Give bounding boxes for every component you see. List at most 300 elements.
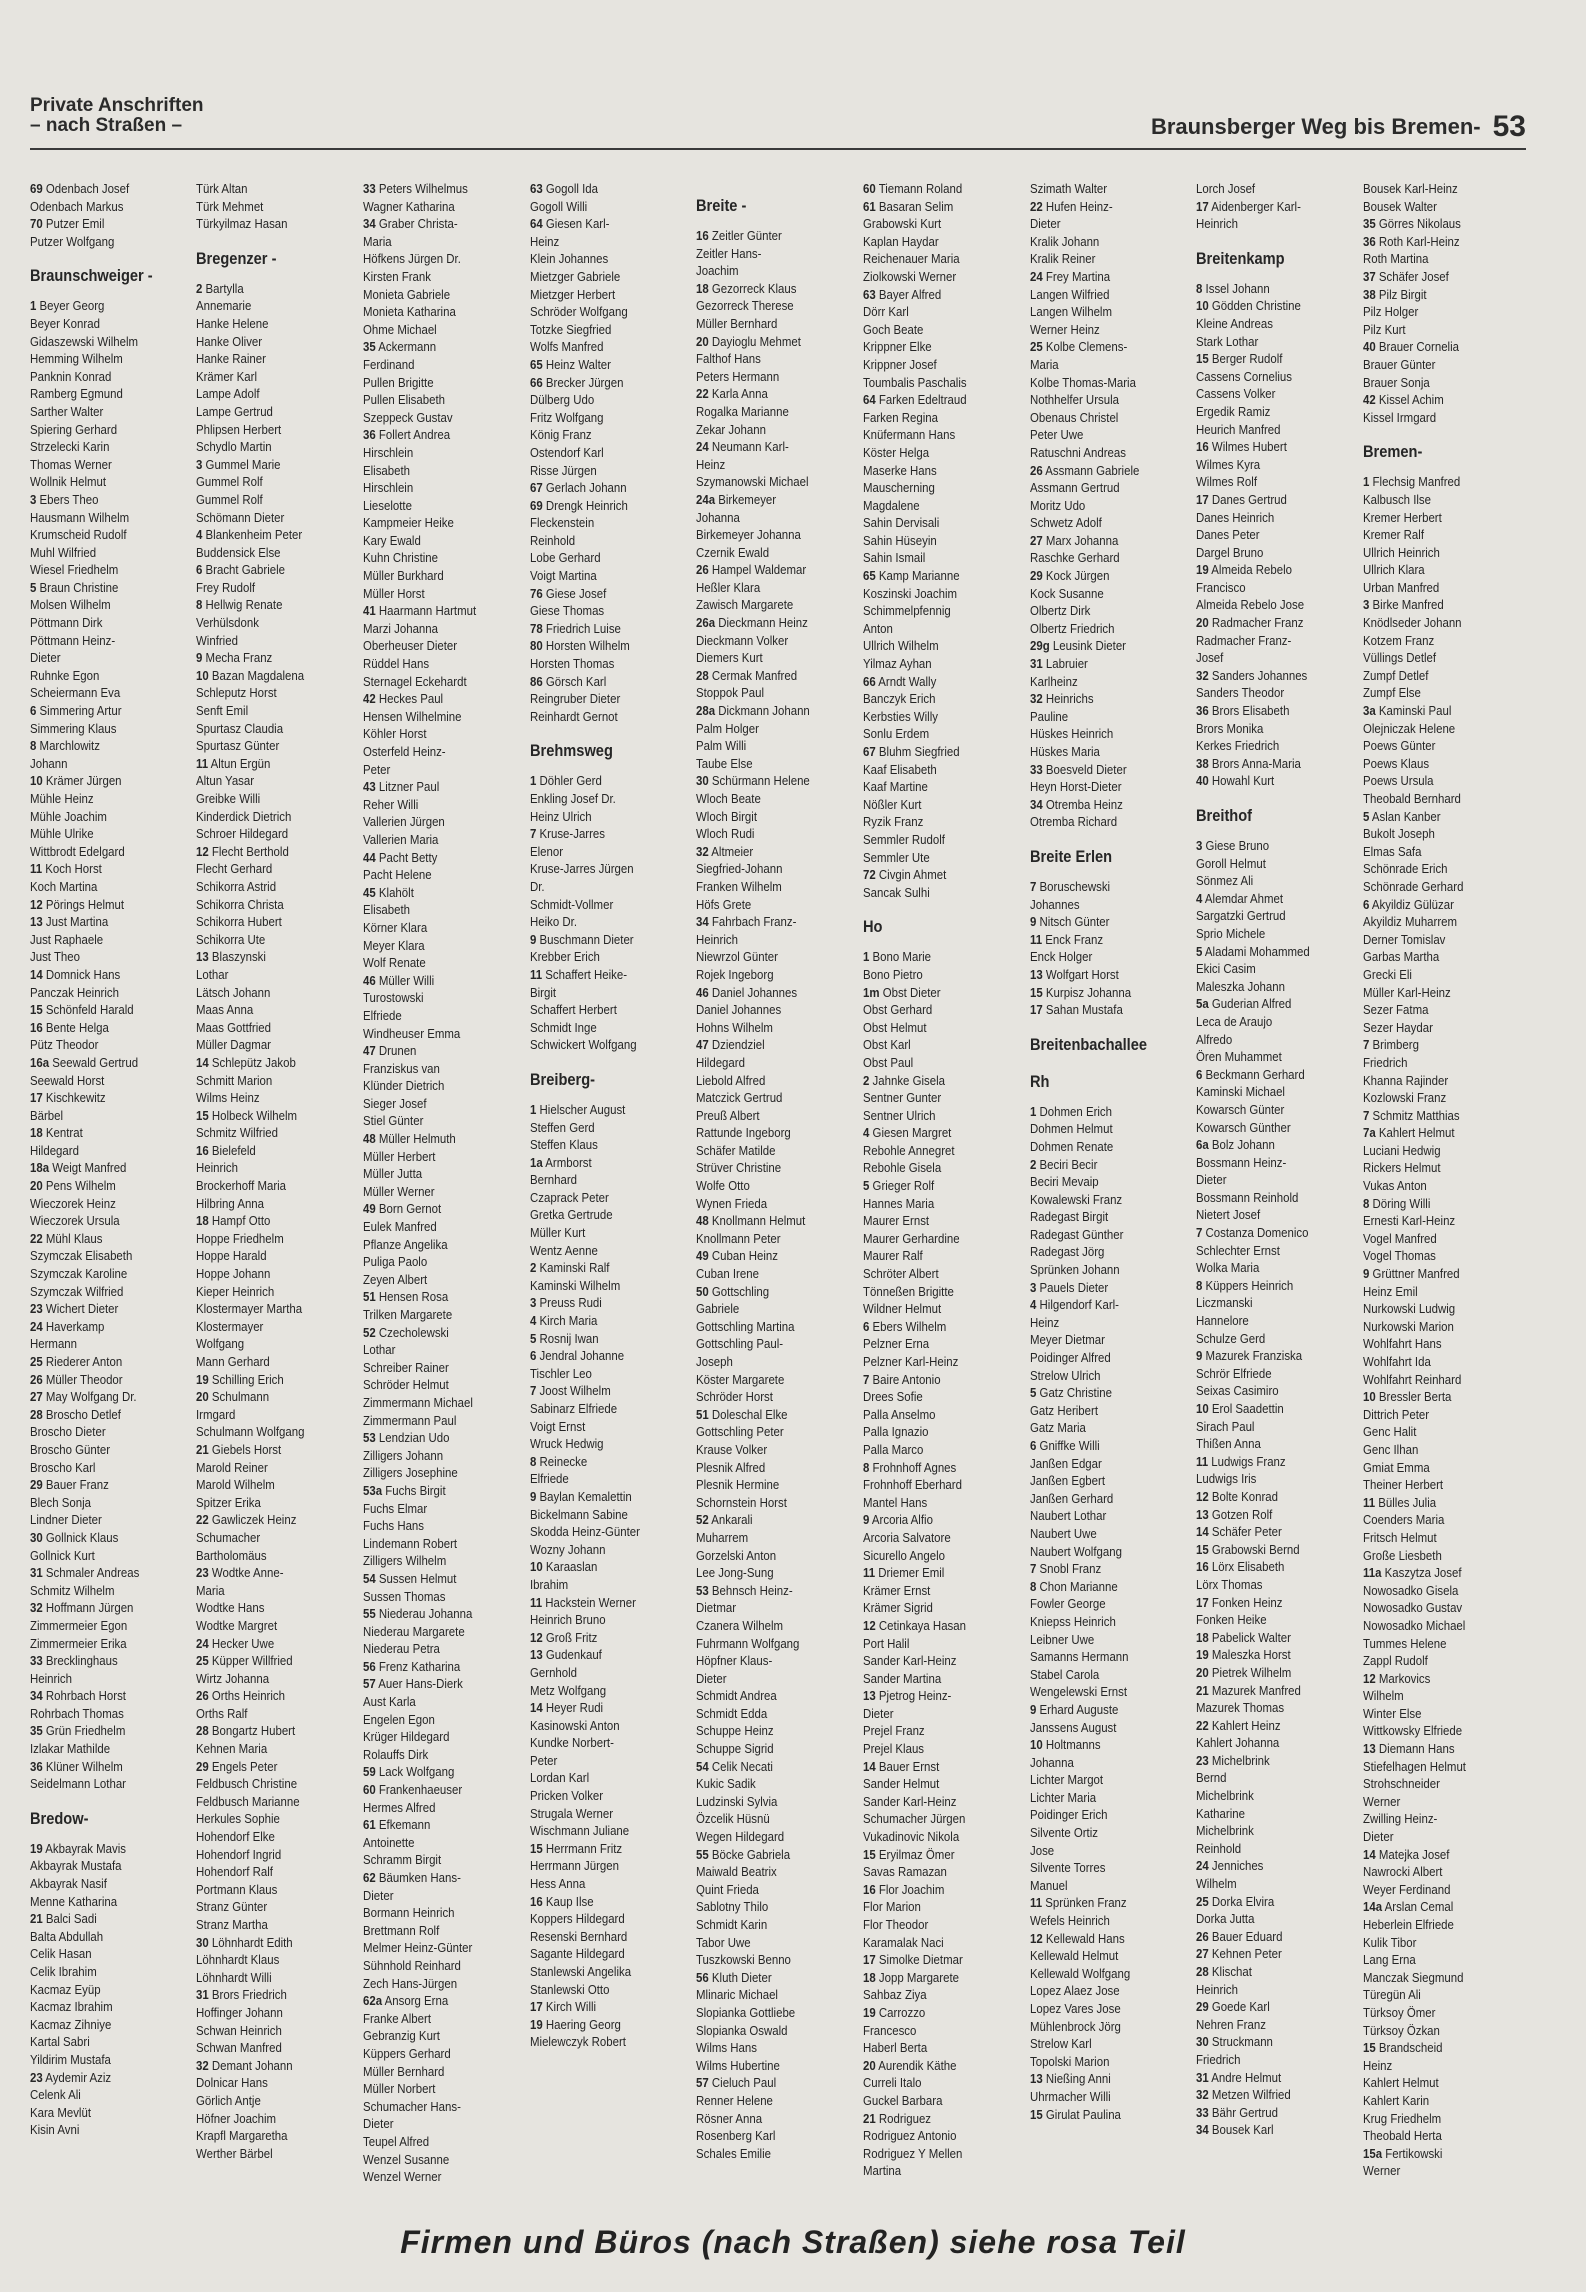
resident-entry: Olejniczak Helene xyxy=(1363,720,1456,736)
resident-entry: Szymanowski Michael xyxy=(696,474,809,490)
resident-entry: Otremba Richard xyxy=(1030,814,1118,830)
resident-entry: 23 Aydemir Aziz xyxy=(30,2069,112,2085)
resident-entry: Zumpf Else xyxy=(1363,685,1421,701)
resident-entry: Schönrade Gerhard xyxy=(1363,878,1464,894)
house-number: 80 xyxy=(530,638,543,654)
resident-entry: Naubert Uwe xyxy=(1030,1525,1097,1541)
resident-entry: 15 Holbeck Wilhelm xyxy=(196,1107,298,1123)
house-number: 19 xyxy=(30,1840,43,1856)
resident-entry: Putzer Wolfgang xyxy=(30,233,115,249)
house-number: 21 xyxy=(1196,1682,1209,1698)
resident-entry: 53a Fuchs Birgit xyxy=(363,1482,446,1498)
resident-entry: Olbertz Friedrich xyxy=(1030,620,1115,636)
resident-entry: Schulze Gerd xyxy=(1196,1330,1266,1346)
resident-entry: Langen Wilfried xyxy=(1030,286,1110,302)
resident-entry: Kock Susanne xyxy=(1030,585,1104,601)
resident-entry: Dohmen Helmut xyxy=(1030,1121,1113,1137)
resident-entry: Kellewald Wolfgang xyxy=(1030,1965,1131,1981)
resident-entry: Obst Gerhard xyxy=(863,1002,933,1018)
house-number: 22 xyxy=(1030,198,1043,214)
resident-entry: Dieter xyxy=(1196,1172,1227,1188)
resident-entry: Müller Burkhard xyxy=(363,568,444,584)
resident-entry: Ergedik Ramiz xyxy=(1196,403,1271,419)
resident-entry: 23 Wodtke Anne- xyxy=(196,1565,284,1581)
resident-entry: Höfs Grete xyxy=(696,896,752,912)
house-number: 3a xyxy=(1363,703,1376,719)
house-number: 51 xyxy=(363,1289,376,1305)
resident-entry: Sönmez Ali xyxy=(1196,873,1254,889)
house-number: 16 xyxy=(1196,1559,1209,1575)
house-number: 62 xyxy=(363,1870,376,1885)
house-number: 11 xyxy=(1030,931,1043,947)
resident-entry: 13 Wolfgart Horst xyxy=(1030,966,1119,982)
resident-entry: Wodtke Margret xyxy=(196,1617,278,1633)
house-number: 61 xyxy=(363,1817,376,1833)
resident-entry: 1 Hielscher August xyxy=(530,1101,626,1117)
house-number: 3 xyxy=(530,1295,537,1311)
resident-entry: 72 Civgin Ahmet xyxy=(863,867,947,883)
street-heading: Bremen- xyxy=(1363,442,1423,462)
house-number: 13 xyxy=(1030,2071,1043,2087)
resident-entry: Fritsch Helmut xyxy=(1363,1529,1437,1545)
resident-entry: Monieta Gabriele xyxy=(363,286,451,302)
resident-entry: Brettmann Rolf xyxy=(363,1922,440,1938)
resident-entry: Silvente Ortiz xyxy=(1030,1825,1099,1841)
house-number: 44 xyxy=(363,849,376,865)
resident-entry: Ullrich Heinrich xyxy=(1363,544,1440,560)
resident-entry: 9 Nitsch Günter xyxy=(1030,914,1110,930)
resident-entry: Hirschlein xyxy=(363,480,414,496)
resident-entry: 6a Bolz Johann xyxy=(1196,1137,1275,1153)
resident-entry: Sahin Hüseyin xyxy=(863,532,937,548)
house-number: 6 xyxy=(863,1318,870,1334)
resident-entry: 17 Sahan Mustafa xyxy=(1030,1002,1123,1018)
resident-entry: Johanna xyxy=(696,509,740,525)
resident-entry: 40 Howahl Kurt xyxy=(1196,773,1275,789)
resident-entry: 3 Birke Manfred xyxy=(1363,597,1444,613)
resident-entry: 40 Brauer Cornelia xyxy=(1363,339,1459,355)
resident-entry: Senft Emil xyxy=(196,703,249,719)
house-number: 26 xyxy=(1196,1928,1209,1944)
resident-entry: 28 Broscho Detlef xyxy=(30,1406,121,1422)
house-number: 32 xyxy=(1196,2087,1209,2103)
resident-entry: Maurer Ernst xyxy=(863,1213,930,1229)
house-number: 9 xyxy=(530,1488,537,1504)
resident-entry: 45 Klahölt xyxy=(363,884,414,900)
resident-entry: Kleine Andreas xyxy=(1196,315,1273,331)
resident-entry: Voigt Ernst xyxy=(530,1418,586,1434)
resident-entry: Wolfe Otto xyxy=(696,1178,750,1194)
resident-entry: 16 Wilmes Hubert xyxy=(1196,439,1287,455)
resident-entry: Plesnik Alfred xyxy=(696,1459,766,1475)
resident-entry: 22 Karla Anna xyxy=(696,386,768,402)
house-number: 27 xyxy=(1030,532,1043,548)
house-number: 36 xyxy=(1196,703,1209,719)
house-number: 7 xyxy=(530,826,537,842)
resident-entry: 29g Leusink Dieter xyxy=(1030,638,1126,654)
resident-entry: Bernhard xyxy=(530,1172,578,1188)
resident-entry: 33 Boesveld Dieter xyxy=(1030,761,1127,777)
resident-entry: 76 Giese Josef xyxy=(530,585,607,601)
resident-entry: Reinhold xyxy=(1196,1840,1242,1856)
resident-entry: Gabriele xyxy=(696,1301,740,1317)
resident-entry: Obst Helmut xyxy=(863,1019,927,1035)
house-number: 12 xyxy=(1363,1670,1376,1686)
house-number: 14 xyxy=(530,1700,543,1716)
resident-entry: Zumpf Detlef xyxy=(1363,667,1429,683)
resident-entry: 22 Hufen Heinz- xyxy=(1030,198,1113,214)
resident-entry: 21 Mazurek Manfred xyxy=(1196,1682,1301,1698)
resident-entry: 11 Hackstein Werner xyxy=(530,1594,636,1610)
resident-entry: Ullrich Klara xyxy=(1363,562,1425,578)
resident-entry: 18 Kentrat xyxy=(30,1125,83,1141)
resident-entry: Engelen Egon xyxy=(363,1711,435,1727)
resident-entry: 19 Carrozzo xyxy=(863,2004,926,2020)
resident-entry: Steffen Gerd xyxy=(530,1119,595,1135)
house-number: 9 xyxy=(863,1512,870,1528)
resident-entry: 4 Blankenheim Peter xyxy=(196,527,303,543)
resident-entry: 1 Flechsig Manfred xyxy=(1363,474,1461,490)
resident-entry: 1 Döhler Gerd xyxy=(530,773,602,789)
resident-entry: 18 Gezorreck Klaus xyxy=(696,280,797,296)
resident-entry: Elmas Safa xyxy=(1363,843,1422,859)
resident-entry: 66 Arndt Wally xyxy=(863,673,937,689)
resident-entry: Nowosadko Michael xyxy=(1363,1617,1466,1633)
resident-entry: 21 Balci Sadi xyxy=(30,1911,97,1927)
section-title-line2: – nach Straßen – xyxy=(30,115,183,136)
resident-entry: Wilms Hans xyxy=(696,2040,757,2056)
resident-entry: Schönrade Erich xyxy=(1363,861,1448,877)
resident-entry: Czaprack Peter xyxy=(530,1189,609,1205)
resident-entry: 24 Neumann Karl- xyxy=(696,439,789,455)
resident-entry: Rebohle Annegret xyxy=(863,1142,955,1158)
house-number: 19 xyxy=(196,1371,209,1387)
house-number: 5 xyxy=(1363,808,1370,824)
resident-entry: 8 Hellwig Renate xyxy=(196,597,283,613)
house-number: 1 xyxy=(530,1101,537,1117)
resident-entry: Schrör Elfriede xyxy=(1196,1365,1272,1381)
column-3 xyxy=(363,180,541,2210)
resident-entry: Sieger Josef xyxy=(363,1095,427,1111)
resident-entry: Dieter xyxy=(1030,216,1061,232)
resident-entry: 5a Guderian Alfred xyxy=(1196,996,1292,1012)
house-number: 15 xyxy=(1030,2106,1043,2122)
resident-entry: Johannes xyxy=(1030,896,1080,912)
resident-entry: Wloch Beate xyxy=(696,791,761,806)
resident-entry: Klünder Dietrich xyxy=(363,1078,445,1094)
resident-entry: Tuszkowski Benno xyxy=(696,1952,791,1968)
resident-entry: Mühle Joachim xyxy=(30,808,107,824)
resident-entry: Plesnik Hermine xyxy=(696,1477,780,1493)
resident-entry: 4 Giesen Margret xyxy=(863,1125,952,1141)
resident-entry: Stranz Martha xyxy=(196,1917,268,1932)
resident-entry: Reingruber Dieter xyxy=(530,691,621,707)
house-number: 57 xyxy=(696,2075,709,2091)
resident-entry: Kralik Johann xyxy=(1030,233,1100,249)
resident-entry: 3 Giese Bruno xyxy=(1196,838,1270,853)
resident-entry: Vogel Thomas xyxy=(1363,1248,1436,1264)
resident-entry: Balta Abdullah xyxy=(30,1928,104,1944)
resident-entry: Kahlert Johanna xyxy=(1196,1735,1280,1751)
resident-entry: Monieta Katharina xyxy=(363,304,456,320)
house-number: 29 xyxy=(1196,1999,1209,2015)
house-number: 36 xyxy=(30,1758,43,1774)
resident-entry: Schumacher xyxy=(196,1529,261,1545)
resident-entry: Zappl Rudolf xyxy=(1363,1653,1428,1669)
resident-entry: 62a Ansorg Erna xyxy=(363,1993,449,2009)
resident-entry: Prejel Franz xyxy=(863,1723,925,1739)
resident-entry: 28 Cermak Manfred xyxy=(696,667,798,683)
resident-entry: 28 Bongartz Hubert xyxy=(196,1723,296,1739)
resident-entry: 24 Haverkamp xyxy=(30,1318,105,1334)
resident-entry: Sagante Hildegard xyxy=(530,1946,625,1962)
resident-entry: Brauer Sonja xyxy=(1363,374,1430,390)
resident-entry: 7 Costanza Domenico xyxy=(1196,1225,1309,1241)
resident-entry: Maserke Hans xyxy=(863,462,937,478)
house-number: 13 xyxy=(1363,1741,1376,1757)
resident-entry: Theobald Herta xyxy=(1363,2128,1442,2144)
house-number: 49 xyxy=(363,1201,376,1217)
resident-entry: Pacht Helene xyxy=(363,867,432,883)
house-number: 47 xyxy=(696,1037,709,1053)
resident-entry: 30 Löhnhardt Edith xyxy=(196,1934,293,1950)
resident-entry: 36 Follert Andrea xyxy=(363,427,451,443)
resident-entry: 69 Drengk Heinrich xyxy=(530,497,628,513)
resident-entry: Franke Albert xyxy=(363,2010,432,2026)
resident-entry: 1 Bono Marie xyxy=(863,949,932,965)
house-number: 62a xyxy=(363,1993,383,2009)
house-number: 19 xyxy=(1196,1647,1209,1663)
resident-entry: Gatz Heribert xyxy=(1030,1402,1099,1418)
resident-entry: Winter Else xyxy=(1363,1705,1422,1721)
resident-entry: 25 Küpper Willfried xyxy=(196,1653,293,1669)
house-number: 69 xyxy=(530,497,543,513)
resident-entry: Ohme Michael xyxy=(363,321,437,337)
resident-entry: Marzi Johanna xyxy=(363,620,439,636)
resident-entry: Dieter xyxy=(363,2116,394,2132)
resident-entry: Flor Marion xyxy=(863,1899,921,1915)
resident-entry: 2 Beciri Becir xyxy=(1030,1156,1098,1172)
house-number: 14 xyxy=(30,966,43,982)
resident-entry: Zimmermann Paul xyxy=(363,1412,457,1428)
resident-entry: Müller Kurt xyxy=(530,1225,586,1241)
resident-entry: 12 Kellewald Hans xyxy=(1030,1930,1125,1946)
resident-entry: Schreiber Rainer xyxy=(363,1359,449,1375)
resident-entry: Karlheinz xyxy=(1030,673,1078,689)
resident-entry: Kralik Reiner xyxy=(1030,251,1096,267)
resident-entry: 10 Gödden Christine xyxy=(1196,298,1301,314)
street-heading: Breithof xyxy=(1196,806,1253,825)
resident-entry: 3 Pauels Dieter xyxy=(1030,1279,1109,1295)
resident-entry: Khanna Rajinder xyxy=(1363,1072,1449,1088)
resident-entry: Panczak Heinrich xyxy=(30,984,119,1000)
resident-entry: Wieczorek Ursula xyxy=(30,1213,120,1229)
resident-entry: Vüllings Detlef xyxy=(1363,650,1437,666)
resident-entry: Silvente Torres xyxy=(1030,1860,1106,1876)
resident-entry: 52 Czecholewski xyxy=(363,1324,449,1340)
resident-entry: 32 Hoffmann Jürgen xyxy=(30,1600,134,1616)
resident-entry: 16 Bielefeld xyxy=(196,1142,256,1158)
resident-entry: Wynen Frieda xyxy=(696,1195,768,1211)
house-number: 12 xyxy=(530,1629,543,1645)
house-number: 13 xyxy=(530,1647,543,1663)
resident-entry: Semmler Ute xyxy=(863,849,930,865)
resident-entry: 28 Klischat xyxy=(1196,1964,1252,1979)
house-number: 34 xyxy=(363,216,376,232)
resident-entry: 8 Frohnhoff Agnes xyxy=(863,1459,957,1475)
resident-entry: Broscho Karl xyxy=(30,1459,96,1475)
resident-entry: Zawisch Margarete xyxy=(696,597,794,613)
house-number: 52 xyxy=(363,1324,376,1340)
resident-entry: Janßen Edgar xyxy=(1030,1455,1102,1471)
house-number: 46 xyxy=(696,984,709,1000)
resident-entry: 36 Brors Elisabeth xyxy=(1196,703,1290,719)
resident-entry: Nowosadko Gustav xyxy=(1363,1600,1463,1616)
resident-entry: Vallerien Maria xyxy=(363,831,439,847)
resident-entry: Danes Peter xyxy=(1196,527,1260,543)
resident-entry: 5 Aladami Mohammed xyxy=(1196,943,1310,959)
house-number: 8 xyxy=(1030,1578,1037,1594)
house-number: 24 xyxy=(696,439,709,455)
resident-entry: Seewald Horst xyxy=(30,1072,105,1088)
resident-entry: Lichter Margot xyxy=(1030,1772,1104,1788)
resident-entry: Siegfried-Johann xyxy=(696,861,783,877)
resident-entry: 51 Doleschal Elke xyxy=(696,1406,788,1422)
resident-entry: Schmidt Inge xyxy=(530,1019,597,1035)
resident-entry: Heinrich xyxy=(30,1670,72,1686)
resident-entry: Karamalak Naci xyxy=(863,1934,944,1950)
house-number: 30 xyxy=(30,1529,43,1545)
resident-entry: Kirsten Frank xyxy=(363,268,432,284)
resident-entry: Meyer Dietmar xyxy=(1030,1332,1105,1348)
house-number: 8 xyxy=(530,1453,537,1469)
resident-entry: Heßler Klara xyxy=(696,579,761,595)
resident-entry: Dieter xyxy=(696,1670,727,1686)
resident-entry: Kacmaz Ibrahim xyxy=(30,1999,113,2015)
resident-entry: 11 Koch Horst xyxy=(30,861,102,877)
resident-entry: 35 Ackermann xyxy=(363,339,437,355)
resident-entry: Mielewczyk Robert xyxy=(530,2034,626,2050)
resident-entry: 9 Arcoria Alfio xyxy=(863,1512,933,1528)
resident-entry: Pilz Kurt xyxy=(1363,321,1406,337)
resident-entry: Heinz xyxy=(1030,1314,1060,1330)
resident-entry: 20 Dayioglu Mehmet xyxy=(696,333,801,349)
resident-entry: Schuppe Heinz xyxy=(696,1723,774,1739)
house-number: 47 xyxy=(363,1043,376,1059)
house-number: 22 xyxy=(30,1230,43,1246)
resident-entry: 26a Dieckmann Heinz xyxy=(696,615,808,631)
resident-entry: Kacmaz Eyüp xyxy=(30,1981,101,1997)
resident-entry: Klein Johannes xyxy=(530,251,609,267)
resident-entry: Zwilling Heinz- xyxy=(1363,1811,1438,1827)
resident-entry: Szymczak Elisabeth xyxy=(30,1248,133,1264)
resident-entry: 16 Lörx Elisabeth xyxy=(1196,1559,1285,1575)
resident-entry: Kulik Tibor xyxy=(1363,1934,1417,1950)
resident-entry: 22 Gawliczek Heinz xyxy=(196,1512,297,1528)
resident-entry: 27 May Wolfgang Dr. xyxy=(30,1389,137,1405)
resident-entry: Schmidt Andrea xyxy=(696,1688,777,1704)
resident-entry: 14a Arslan Cemal xyxy=(1363,1899,1454,1915)
resident-entry: Gmiat Emma xyxy=(1363,1459,1430,1475)
resident-entry: Heurich Manfred xyxy=(1196,421,1281,437)
resident-entry: Kara Mevlüt xyxy=(30,2104,92,2120)
house-number: 8 xyxy=(30,738,37,754)
resident-entry: 17 Kirch Willi xyxy=(530,1999,597,2015)
resident-entry: Schleputz Horst xyxy=(196,685,277,701)
resident-entry: 56 Frenz Katharina xyxy=(363,1658,461,1674)
resident-entry: Curreli Italo xyxy=(863,2075,922,2091)
resident-entry: Annemarie xyxy=(196,298,252,314)
resident-entry: Hoffinger Johann xyxy=(196,2004,283,2020)
house-number: 24 xyxy=(1030,268,1043,284)
resident-entry: Langen Wilhelm xyxy=(1030,304,1113,320)
resident-entry: 6 Akyildiz Gülüzar xyxy=(1363,896,1454,912)
resident-entry: Lätsch Johann xyxy=(196,984,271,1000)
resident-entry: Elisabeth xyxy=(363,462,411,478)
resident-entry: Schumacher Hans- xyxy=(363,2098,461,2114)
house-number: 35 xyxy=(1363,216,1376,232)
house-number: 78 xyxy=(530,620,543,636)
resident-entry: Genc Ilhan xyxy=(1363,1441,1419,1457)
resident-entry: 36 Roth Karl-Heinz xyxy=(1363,233,1460,249)
house-number: 2 xyxy=(196,280,203,296)
house-number: 13 xyxy=(863,1688,876,1704)
resident-entry: Rodriguez Y Mellen xyxy=(863,2145,963,2161)
house-number: 11a xyxy=(1363,1565,1382,1581)
resident-entry: 20 Schulmann xyxy=(196,1389,270,1405)
resident-entry: Czernik Ewald xyxy=(696,544,770,560)
resident-entry: Kaminski Wilhelm xyxy=(530,1277,621,1293)
house-number: 55 xyxy=(363,1606,376,1622)
resident-entry: Puliga Paolo xyxy=(363,1254,428,1270)
resident-entry: Schmitz Wilfried xyxy=(196,1125,278,1141)
resident-entry: Dittrich Peter xyxy=(1363,1406,1430,1422)
resident-entry: Türegün Ali xyxy=(1363,1987,1421,2003)
house-number: 50 xyxy=(696,1283,709,1299)
house-number: 33 xyxy=(1030,761,1043,777)
resident-entry: Zimmermeier Erika xyxy=(30,1635,127,1651)
resident-entry: Lörx Thomas xyxy=(1196,1576,1263,1592)
resident-entry: Poidinger Erich xyxy=(1030,1807,1108,1823)
resident-entry: Wozny Johann xyxy=(530,1541,606,1557)
resident-entry: Naubert Lothar xyxy=(1030,1508,1107,1524)
resident-entry: Rohrbach Thomas xyxy=(30,1705,124,1721)
resident-entry: Lothar xyxy=(363,1342,396,1358)
resident-entry: Brors Monika xyxy=(1196,720,1264,736)
resident-entry: Obst Paul xyxy=(863,1054,914,1070)
house-number: 64 xyxy=(530,216,543,232)
resident-entry: 5 Grieger Rolf xyxy=(863,1178,935,1194)
resident-entry: Mühlenbrock Jörg xyxy=(1030,2018,1121,2034)
resident-entry: Mann Gerhard xyxy=(196,1354,270,1369)
resident-entry: Frey Rudolf xyxy=(196,579,256,595)
resident-entry: Hanke Oliver xyxy=(196,333,263,349)
house-number: 26 xyxy=(196,1688,209,1704)
resident-entry: Hüskes Maria xyxy=(1030,744,1100,759)
resident-entry: Nurkowski Marion xyxy=(1363,1318,1454,1334)
resident-entry: Kowarsch Günther xyxy=(1196,1119,1291,1135)
resident-entry: Bartholomäus xyxy=(196,1547,267,1563)
resident-entry: 38 Pilz Birgit xyxy=(1363,286,1427,302)
house-number: 19 xyxy=(1196,562,1209,578)
resident-entry: 18 Pabelick Walter xyxy=(1196,1629,1291,1645)
resident-entry: Meyer Klara xyxy=(363,937,425,953)
house-number: 18 xyxy=(696,280,709,296)
resident-entry: 12 Cetinkaya Hasan xyxy=(863,1617,966,1633)
resident-entry: Heinrich xyxy=(196,1160,238,1176)
resident-entry: Wittkowsky Elfriede xyxy=(1363,1723,1463,1739)
resident-entry: 8 Reinecke xyxy=(530,1453,588,1469)
